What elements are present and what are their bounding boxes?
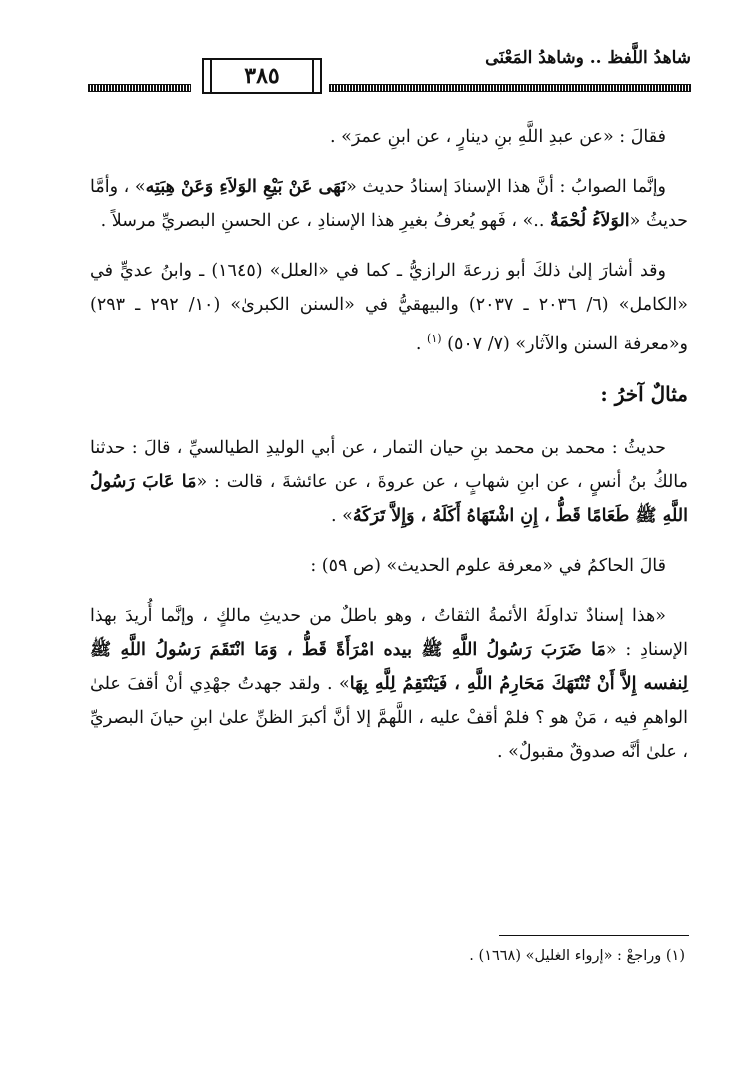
paragraph-3 (90, 254, 688, 361)
paragraph-5: قالَ الحاكمُ في «معرفة علوم الحديث» (ص ٥٩) : (310, 555, 666, 576)
footnote: (١) وراجعْ : «إرواء الغليل» (١٦٦٨) . (469, 948, 685, 964)
paragraph-4 (90, 431, 688, 533)
p3-end: . (415, 333, 428, 354)
p4-text-c: » . (331, 505, 353, 526)
sub-heading: مثالٌ آخرُ : (600, 381, 688, 406)
p4-text-a: حديثُ : محمد بن محمد بنِ حيان التمار ، عن أبي الوليدِ الطيالسيِّ ، قالَ : حدثنا مالكُ بنُ أنسٍ ، عن ابنِ شهابٍ ، عن عروةَ ، عن عائشةَ ، قالت : « (90, 437, 689, 492)
p6-text-a: «هذا إسنادٌ تداولَهُ الأئمةُ الثقاتُ ، وهو باطلٌ من حديثِ مالكٍ ، وإنَّما أُريدَ بهذا الإسنادِ : « (90, 605, 688, 660)
footnote-separator (499, 935, 689, 936)
page-header (88, 44, 691, 96)
paragraph-6 (90, 599, 688, 769)
page-number: ٣٨٥ (202, 58, 322, 94)
page-body (90, 120, 688, 785)
p2-text-a: وإنَّما الصوابُ : أنَّ هذا الإسنادَ إسنادُ حديث « (346, 177, 667, 197)
header-rule-left (88, 84, 191, 92)
footnote-ref: (١) (427, 332, 442, 345)
hadith-quote-4: مَا ضَرَبَ رَسُولُ اللَّهِ ﷺ بيده امْرَأَةً قَطُّ ، وَمَا انْتَقَمَ رَسُولُ اللَّهِ ﷺ لِنفسه إِلاَّ أَنْ تُنْتَهَكَ مَحَارِمُ اللَّهِ ، فَيَنْتَقِمُ لِلَّهِ بِهَا (90, 639, 688, 694)
p2-text-c: » ، وأمَّا حديثُ « (90, 177, 688, 231)
p3-text: وقد أشارَ إلىٰ ذلكَ أبو زرعةَ الرازيُّ ـ كما في «العلل» (١٦٤٥) ـ وابنُ عديٍّ في «الكامل» (٦/ ٢٠٣٦ ـ ٢٠٣٧) والبيهقيُّ في «السنن الكبرىٰ» (١٠/ ٢٩٢ ـ ٢٩٣) و«معرفة السنن والآثار» (٧/ ٥٠٧) (90, 261, 688, 354)
running-title: شاهدُ اللَّفظ .. وشاهدُ المَعْنَى (485, 48, 691, 68)
p2-text-e: ..» ، فَهو يُعرفُ بغيرِ هذا الإسنادِ ، عن الحسنِ البصريِّ مرسلاً . (100, 211, 550, 231)
paragraph-1: فقالَ : «عن عبدِ اللَّهِ بنِ دينارٍ ، عن ابنِ عمرَ» . (330, 127, 666, 147)
hadith-quote-3: مَا عَابَ رَسُولُ اللَّهِ ﷺ طَعَامًا قَطُّ ، إِنِ اشْتَهَاهُ أَكَلَهُ ، وَإِلاَّ تَرَكَهُ (90, 471, 688, 526)
header-rule-right (329, 84, 691, 92)
hadith-quote-1: نَهَى عَنْ بَيْعِ الوَلاَءِ وَعَنْ هِبَتِه (145, 177, 347, 197)
hadith-quote-2: الوَلاَءُ لُحْمَةٌ (550, 211, 630, 231)
p6-text-c: » . ولقد جهدتُ جهْدِي أنْ أقفَ علىٰ الواهمِ فيه ، مَنْ هو ؟ فلمْ أقفْ عليه ، اللَّهمَّ إلا أنَّ أكبرَ الظنِّ علىٰ ابنِ حيانَ البصريِّ ، علىٰ أنَّه صدوقٌ مقبولٌ» . (90, 673, 688, 762)
paragraph-2 (90, 170, 688, 238)
